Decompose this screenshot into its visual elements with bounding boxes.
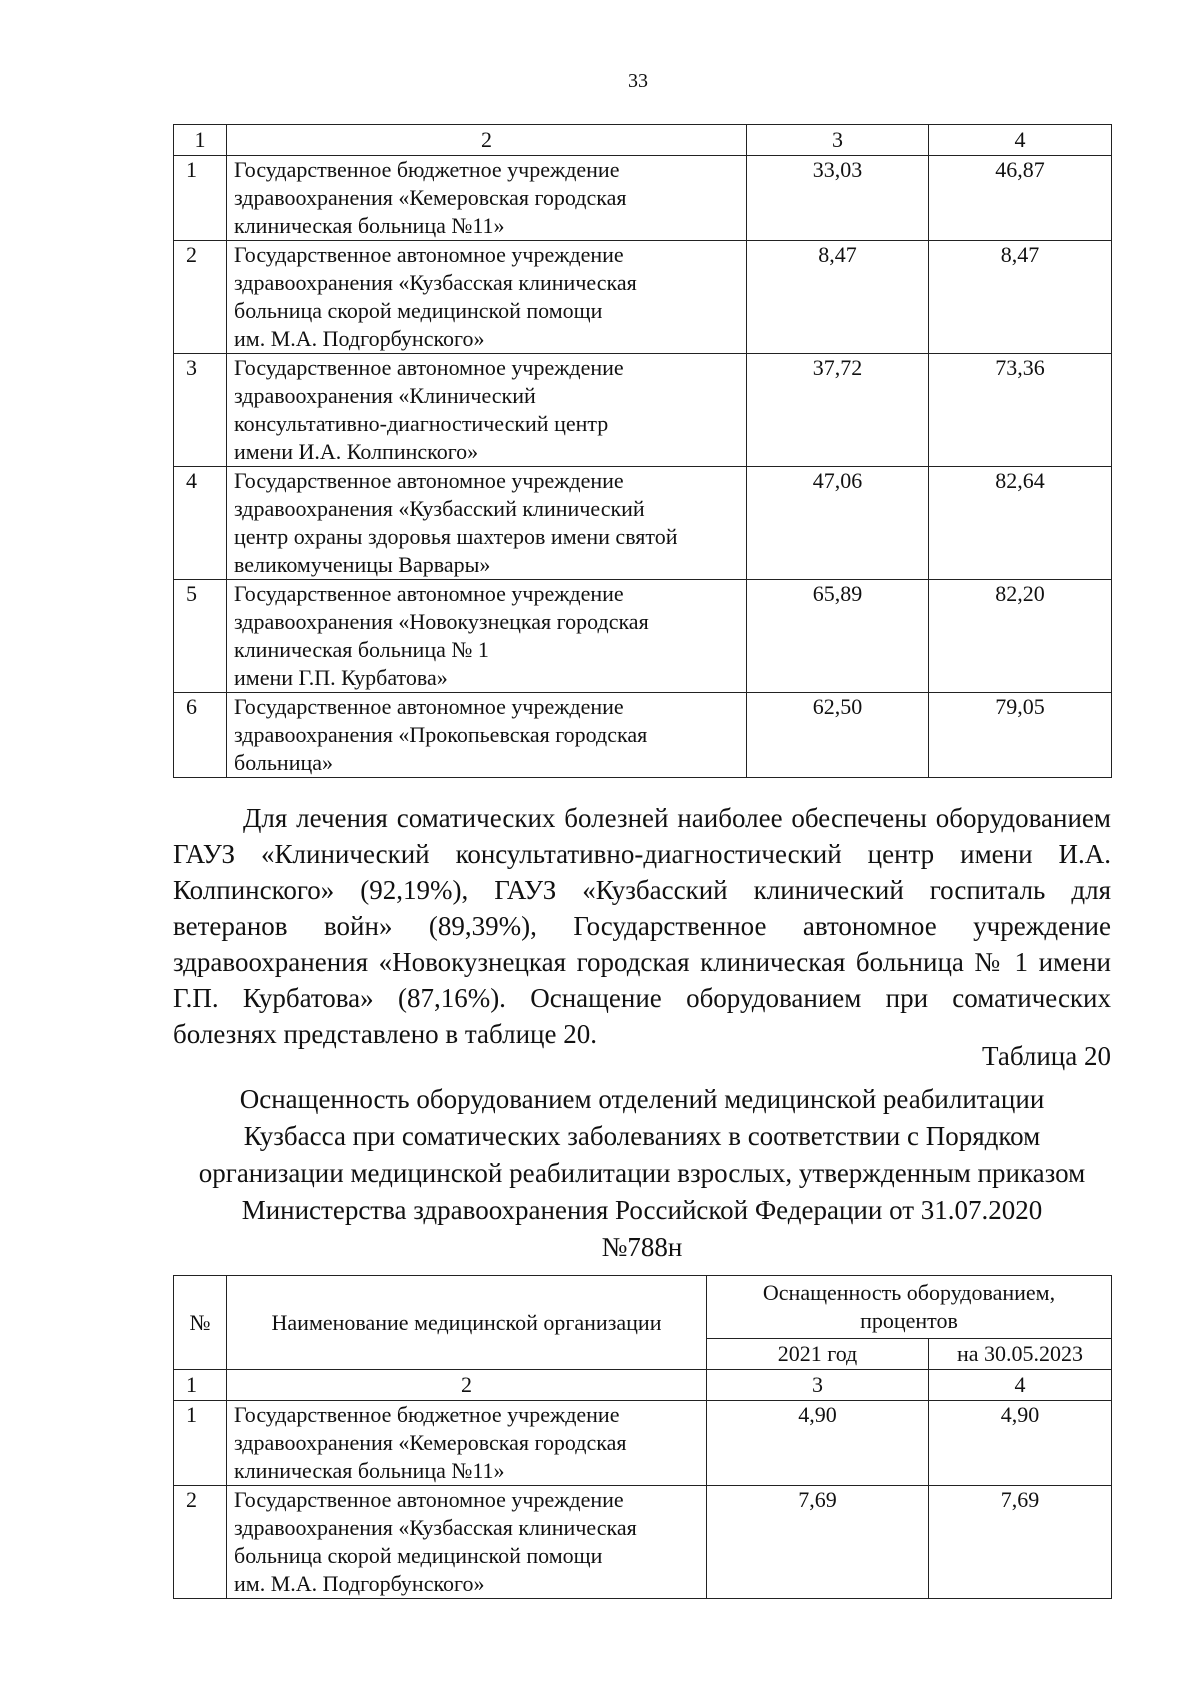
name-line: великомученицы Варвары» <box>234 552 491 577</box>
header-cell-3: 3 <box>747 125 929 156</box>
name-line: Государственное бюджетное учреждение <box>234 1402 620 1427</box>
paragraph-text: Для лечения соматических болезней наиболее обеспечены оборудованием ГАУЗ «Клинический консультативно-диагностический центр имени И.А. Колпинского» (92,19%), ГАУЗ «Кузбасский клинический госпиталь для ветеранов войн» (89,39%), Государственное автономное учреждение здравоохранения «Новокузнецкая городская клиническая больница № 1 имени Г.П. Курбатова» (87,16%). Оснащение оборудованием при соматических болезнях представлено в таблице 20. <box>173 803 1111 1049</box>
value-col3: 8,47 <box>747 241 929 354</box>
name-line: Государственное автономное учреждение <box>234 242 624 267</box>
table-row <box>174 693 1112 778</box>
row-number: 1 <box>174 156 227 241</box>
name-line: больница скорой медицинской помощи <box>234 1543 603 1568</box>
name-line: больница» <box>234 750 333 775</box>
name-line: имени Г.П. Курбатова» <box>234 665 448 690</box>
title-line: организации медицинской реабилитации взрослых, утвержденным приказом <box>198 1158 1086 1188</box>
name-line: им. М.А. Подгорбунского» <box>234 326 485 351</box>
header-line: процентов <box>860 1308 958 1333</box>
organization-name <box>227 1486 707 1599</box>
name-line: Государственное автономное учреждение <box>234 694 624 719</box>
title-line: Оснащенность оборудованием отделений медицинской реабилитации <box>239 1084 1045 1114</box>
table-row <box>174 156 1112 241</box>
title-line: №788н <box>601 1232 683 1262</box>
name-line: здравоохранения «Кузбасская клиническая <box>234 1515 637 1540</box>
name-line: здравоохранения «Кузбасская клиническая <box>234 270 637 295</box>
name-line: Государственное автономное учреждение <box>234 1487 624 1512</box>
value-col3: 62,50 <box>747 693 929 778</box>
organization-name <box>227 354 747 467</box>
name-line: Государственное автономное учреждение <box>234 468 624 493</box>
organization-name <box>227 467 747 580</box>
value-col4: 8,47 <box>929 241 1112 354</box>
table-index-row <box>174 1370 1112 1401</box>
name-line: клиническая больница №11» <box>234 1458 505 1483</box>
page-number: 33 <box>628 70 648 92</box>
title-line: Кузбасса при соматических заболеваниях в соответствии с Порядком <box>243 1121 1041 1151</box>
value-col3: 37,72 <box>747 354 929 467</box>
equipment-table-20 <box>173 1275 1112 1599</box>
table-caption: Таблица 20 <box>982 1041 1111 1071</box>
name-line: центр охраны здоровья шахтеров имени святой <box>234 524 678 549</box>
name-line: клиническая больница №11» <box>234 213 505 238</box>
name-line: здравоохранения «Кемеровская городская <box>234 1430 627 1455</box>
organization-name <box>227 693 747 778</box>
header-equipment <box>707 1276 1112 1339</box>
header-cell-1: 1 <box>174 125 227 156</box>
table-row <box>174 467 1112 580</box>
row-number: 3 <box>174 354 227 467</box>
name-line: здравоохранения «Кемеровская городская <box>234 185 627 210</box>
organization-name <box>227 241 747 354</box>
value-col4: 46,87 <box>929 156 1112 241</box>
value-col3: 65,89 <box>747 580 929 693</box>
name-line: Государственное бюджетное учреждение <box>234 157 620 182</box>
row-number: 2 <box>174 241 227 354</box>
index-cell-4: 4 <box>929 1370 1112 1401</box>
name-line: им. М.А. Подгорбунского» <box>234 1571 485 1596</box>
body-paragraph <box>173 800 1111 1052</box>
organization-name <box>227 156 747 241</box>
table-row <box>174 354 1112 467</box>
value-2021: 4,90 <box>707 1401 929 1486</box>
table-title <box>173 1081 1111 1266</box>
header-org-name: Наименование медицинской организации <box>227 1276 707 1370</box>
name-line: здравоохранения «Прокопьевская городская <box>234 722 648 747</box>
table-row <box>174 1486 1112 1599</box>
table-row <box>174 580 1112 693</box>
row-number: 4 <box>174 467 227 580</box>
value-col3: 47,06 <box>747 467 929 580</box>
table-header-row <box>174 125 1112 156</box>
equipment-table-continued <box>173 124 1112 778</box>
value-col4: 82,20 <box>929 580 1112 693</box>
name-line: Государственное автономное учреждение <box>234 355 624 380</box>
name-line: имени И.А. Колпинского» <box>234 439 479 464</box>
name-line: больница скорой медицинской помощи <box>234 298 603 323</box>
header-2023: на 30.05.2023 <box>929 1339 1112 1370</box>
header-2021: 2021 год <box>707 1339 929 1370</box>
header-cell-4: 4 <box>929 125 1112 156</box>
header-no: № <box>174 1276 227 1370</box>
header-line: Оснащенность оборудованием, <box>762 1280 1056 1305</box>
name-line: здравоохранения «Клинический <box>234 383 536 408</box>
name-line: Государственное автономное учреждение <box>234 581 624 606</box>
table-row <box>174 241 1112 354</box>
value-2023: 7,69 <box>929 1486 1112 1599</box>
value-col4: 73,36 <box>929 354 1112 467</box>
row-number: 6 <box>174 693 227 778</box>
title-line: Министерства здравоохранения Российской Федерации от 31.07.2020 <box>241 1195 1043 1225</box>
table-row <box>174 1401 1112 1486</box>
row-number: 5 <box>174 580 227 693</box>
name-line: консультативно-диагностический центр <box>234 411 609 436</box>
name-line: здравоохранения «Кузбасский клинический <box>234 496 645 521</box>
header-cell-2: 2 <box>227 125 747 156</box>
value-col4: 82,64 <box>929 467 1112 580</box>
index-cell-3: 3 <box>707 1370 929 1401</box>
organization-name <box>227 580 747 693</box>
table-header-row <box>174 1276 1112 1339</box>
value-2021: 7,69 <box>707 1486 929 1599</box>
value-col3: 33,03 <box>747 156 929 241</box>
index-cell-1: 1 <box>174 1370 227 1401</box>
row-number: 1 <box>174 1401 227 1486</box>
organization-name <box>227 1401 707 1486</box>
name-line: клиническая больница № 1 <box>234 637 489 662</box>
value-col4: 79,05 <box>929 693 1112 778</box>
row-number: 2 <box>174 1486 227 1599</box>
index-cell-2: 2 <box>227 1370 707 1401</box>
value-2023: 4,90 <box>929 1401 1112 1486</box>
name-line: здравоохранения «Новокузнецкая городская <box>234 609 649 634</box>
